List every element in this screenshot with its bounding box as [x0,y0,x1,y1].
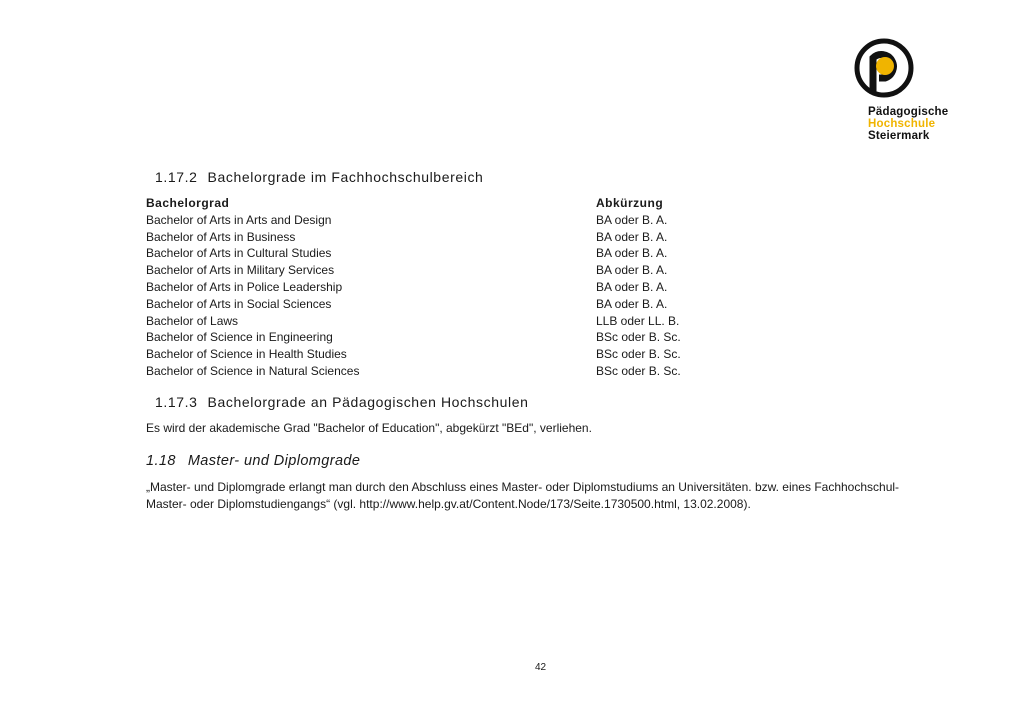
table-row [146,329,706,346]
paragraph-line-1: „Master- und Diplomgrade erlangt man durch den Abschluss eines Master- oder Diplomstudiums an Universitäten. bzw. eines Fachhochschul- [146,480,900,494]
abbreviation-cell: BA oder B. A. [596,229,668,244]
table-row [146,212,706,229]
abbreviation-cell: BSc oder B. Sc. [596,363,681,378]
page-number: 42 [535,662,547,673]
degree-cell: Bachelor of Science in Health Studies [146,347,347,362]
paragraph-line-2: Master- oder Diplomstudiengangs“ (vgl. http://www.help.gv.at/Content.Node/173/Seite.1730500.html, 13.02.2008). [146,497,751,511]
section-number: 1.17.2 [155,169,198,185]
institution-logo [852,38,962,148]
table-row [146,363,706,380]
section-1173-text: Es wird der akademische Grad "Bachelor of Education", abgekürzt "BEd", verliehen. [146,421,592,435]
section-number: 1.17.3 [155,394,198,410]
abbreviation-cell: LLB oder LL. B. [596,313,680,328]
degree-cell: Bachelor of Arts in Police Leadership [146,279,343,294]
degree-cell: Bachelor of Arts in Military Services [146,263,335,278]
table-row [146,346,706,363]
table-row [146,245,706,262]
degree-cell: Bachelor of Science in Natural Sciences [146,363,360,378]
section-heading-1172 [155,169,483,185]
section-title: Master- und Diplomgrade [187,453,361,469]
table-header-row [146,195,706,212]
column-header-abbreviation: Abkürzung [596,196,664,210]
abbreviation-cell: BA oder B. A. [596,263,668,278]
degree-cell: Bachelor of Science in Engineering [146,330,333,345]
degree-cell: Bachelor of Arts in Business [146,229,296,244]
degree-cell: Bachelor of Arts in Social Sciences [146,296,332,311]
degree-table [146,195,706,380]
section-number: 1.18 [146,453,176,469]
table-row [146,279,706,296]
logo-line-2: Hochschule [868,118,936,130]
table-row [146,262,706,279]
logo-line-3: Steiermark [868,130,930,142]
degree-cell: Bachelor of Laws [146,313,239,328]
column-header-degree: Bachelorgrad [146,196,230,210]
abbreviation-cell: BA oder B. A. [596,279,668,294]
section-118-paragraph [146,479,966,513]
abbreviation-cell: BSc oder B. Sc. [596,347,681,362]
section-heading-1173 [155,394,529,410]
logo-wordmark [868,106,948,142]
section-title: Bachelorgrade im Fachhochschulbereich [207,169,484,185]
abbreviation-cell: BA oder B. A. [596,296,668,311]
table-row [146,313,706,330]
section-title: Bachelorgrade an Pädagogischen Hochschulen [207,394,529,410]
abbreviation-cell: BA oder B. A. [596,246,668,261]
logo-line-1: Pädagogische [868,106,949,118]
section-heading-118 [146,453,360,469]
abbreviation-cell: BA oder B. A. [596,212,668,227]
abbreviation-cell: BSc oder B. Sc. [596,330,681,345]
degree-cell: Bachelor of Arts in Cultural Studies [146,246,332,261]
logo-p-icon [852,38,922,108]
table-row [146,296,706,313]
degree-cell: Bachelor of Arts in Arts and Design [146,212,332,227]
table-row [146,229,706,246]
